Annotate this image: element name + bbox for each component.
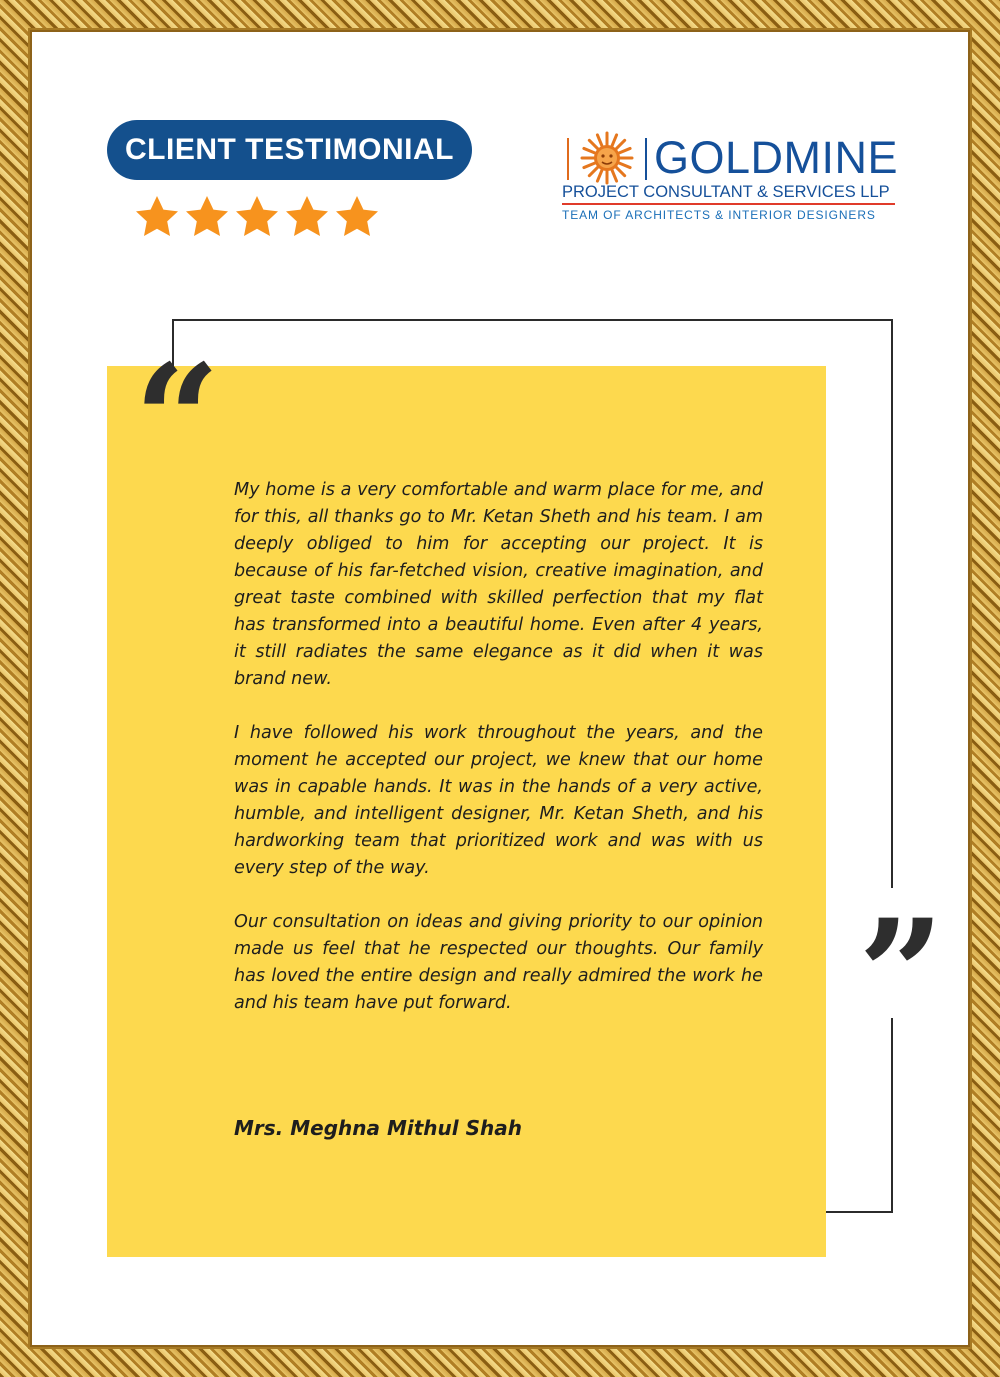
star-icon xyxy=(233,193,281,241)
badge-label: CLIENT TESTIMONIAL xyxy=(125,133,454,166)
client-testimonial-badge xyxy=(107,120,472,180)
logo-divider-left xyxy=(567,138,569,180)
logo-subtitle: PROJECT CONSULTANT & SERVICES LLP xyxy=(562,183,890,201)
star-icon xyxy=(133,193,181,241)
logo-divider-right xyxy=(645,138,647,180)
goldmine-logo xyxy=(562,128,902,228)
sun-face-icon xyxy=(577,128,637,188)
testimonial-text xyxy=(234,477,763,1044)
close-quote-icon: ” xyxy=(858,887,945,1063)
testimonial-author: Mrs. Meghna Mithul Shah xyxy=(234,1116,522,1140)
logo-tagline: TEAM OF ARCHITECTS & INTERIOR DESIGNERS xyxy=(562,208,876,222)
testimonial-paragraph: I have followed his work throughout the years, and the moment he accepted our project, we knew that our home was in capable hands. It was in the hands of a very active, humble, and intelligent designer, Mr. Ketan Sheth, and his hardworking team that prioritized work and was with us every step of the way. xyxy=(234,723,763,878)
open-quote-icon: “ xyxy=(134,332,221,508)
testimonial-paragraph: Our consultation on ideas and giving priority to our opinion made us feel that he respected our thoughts. Our family has loved the entire design and really admired the work he and his team have put forward. xyxy=(234,912,763,1013)
star-icon xyxy=(333,193,381,241)
star-icon xyxy=(183,193,231,241)
logo-rule xyxy=(562,203,895,205)
star-icon xyxy=(283,193,331,241)
testimonial-paragraph: My home is a very comfortable and warm place for me, and for this, all thanks go to Mr. Ketan Sheth and his team. I am deeply obliged to him for accepting our project. It is because of his far-fetched vision, creative imagination, and great taste combined with skilled perfection that my flat has transformed into a beautiful home. Even after 4 years, it still radiates the same elegance as it did when it was brand new. xyxy=(234,480,763,689)
rating-stars xyxy=(133,193,381,241)
logo-name: GOLDMINE xyxy=(654,132,899,183)
